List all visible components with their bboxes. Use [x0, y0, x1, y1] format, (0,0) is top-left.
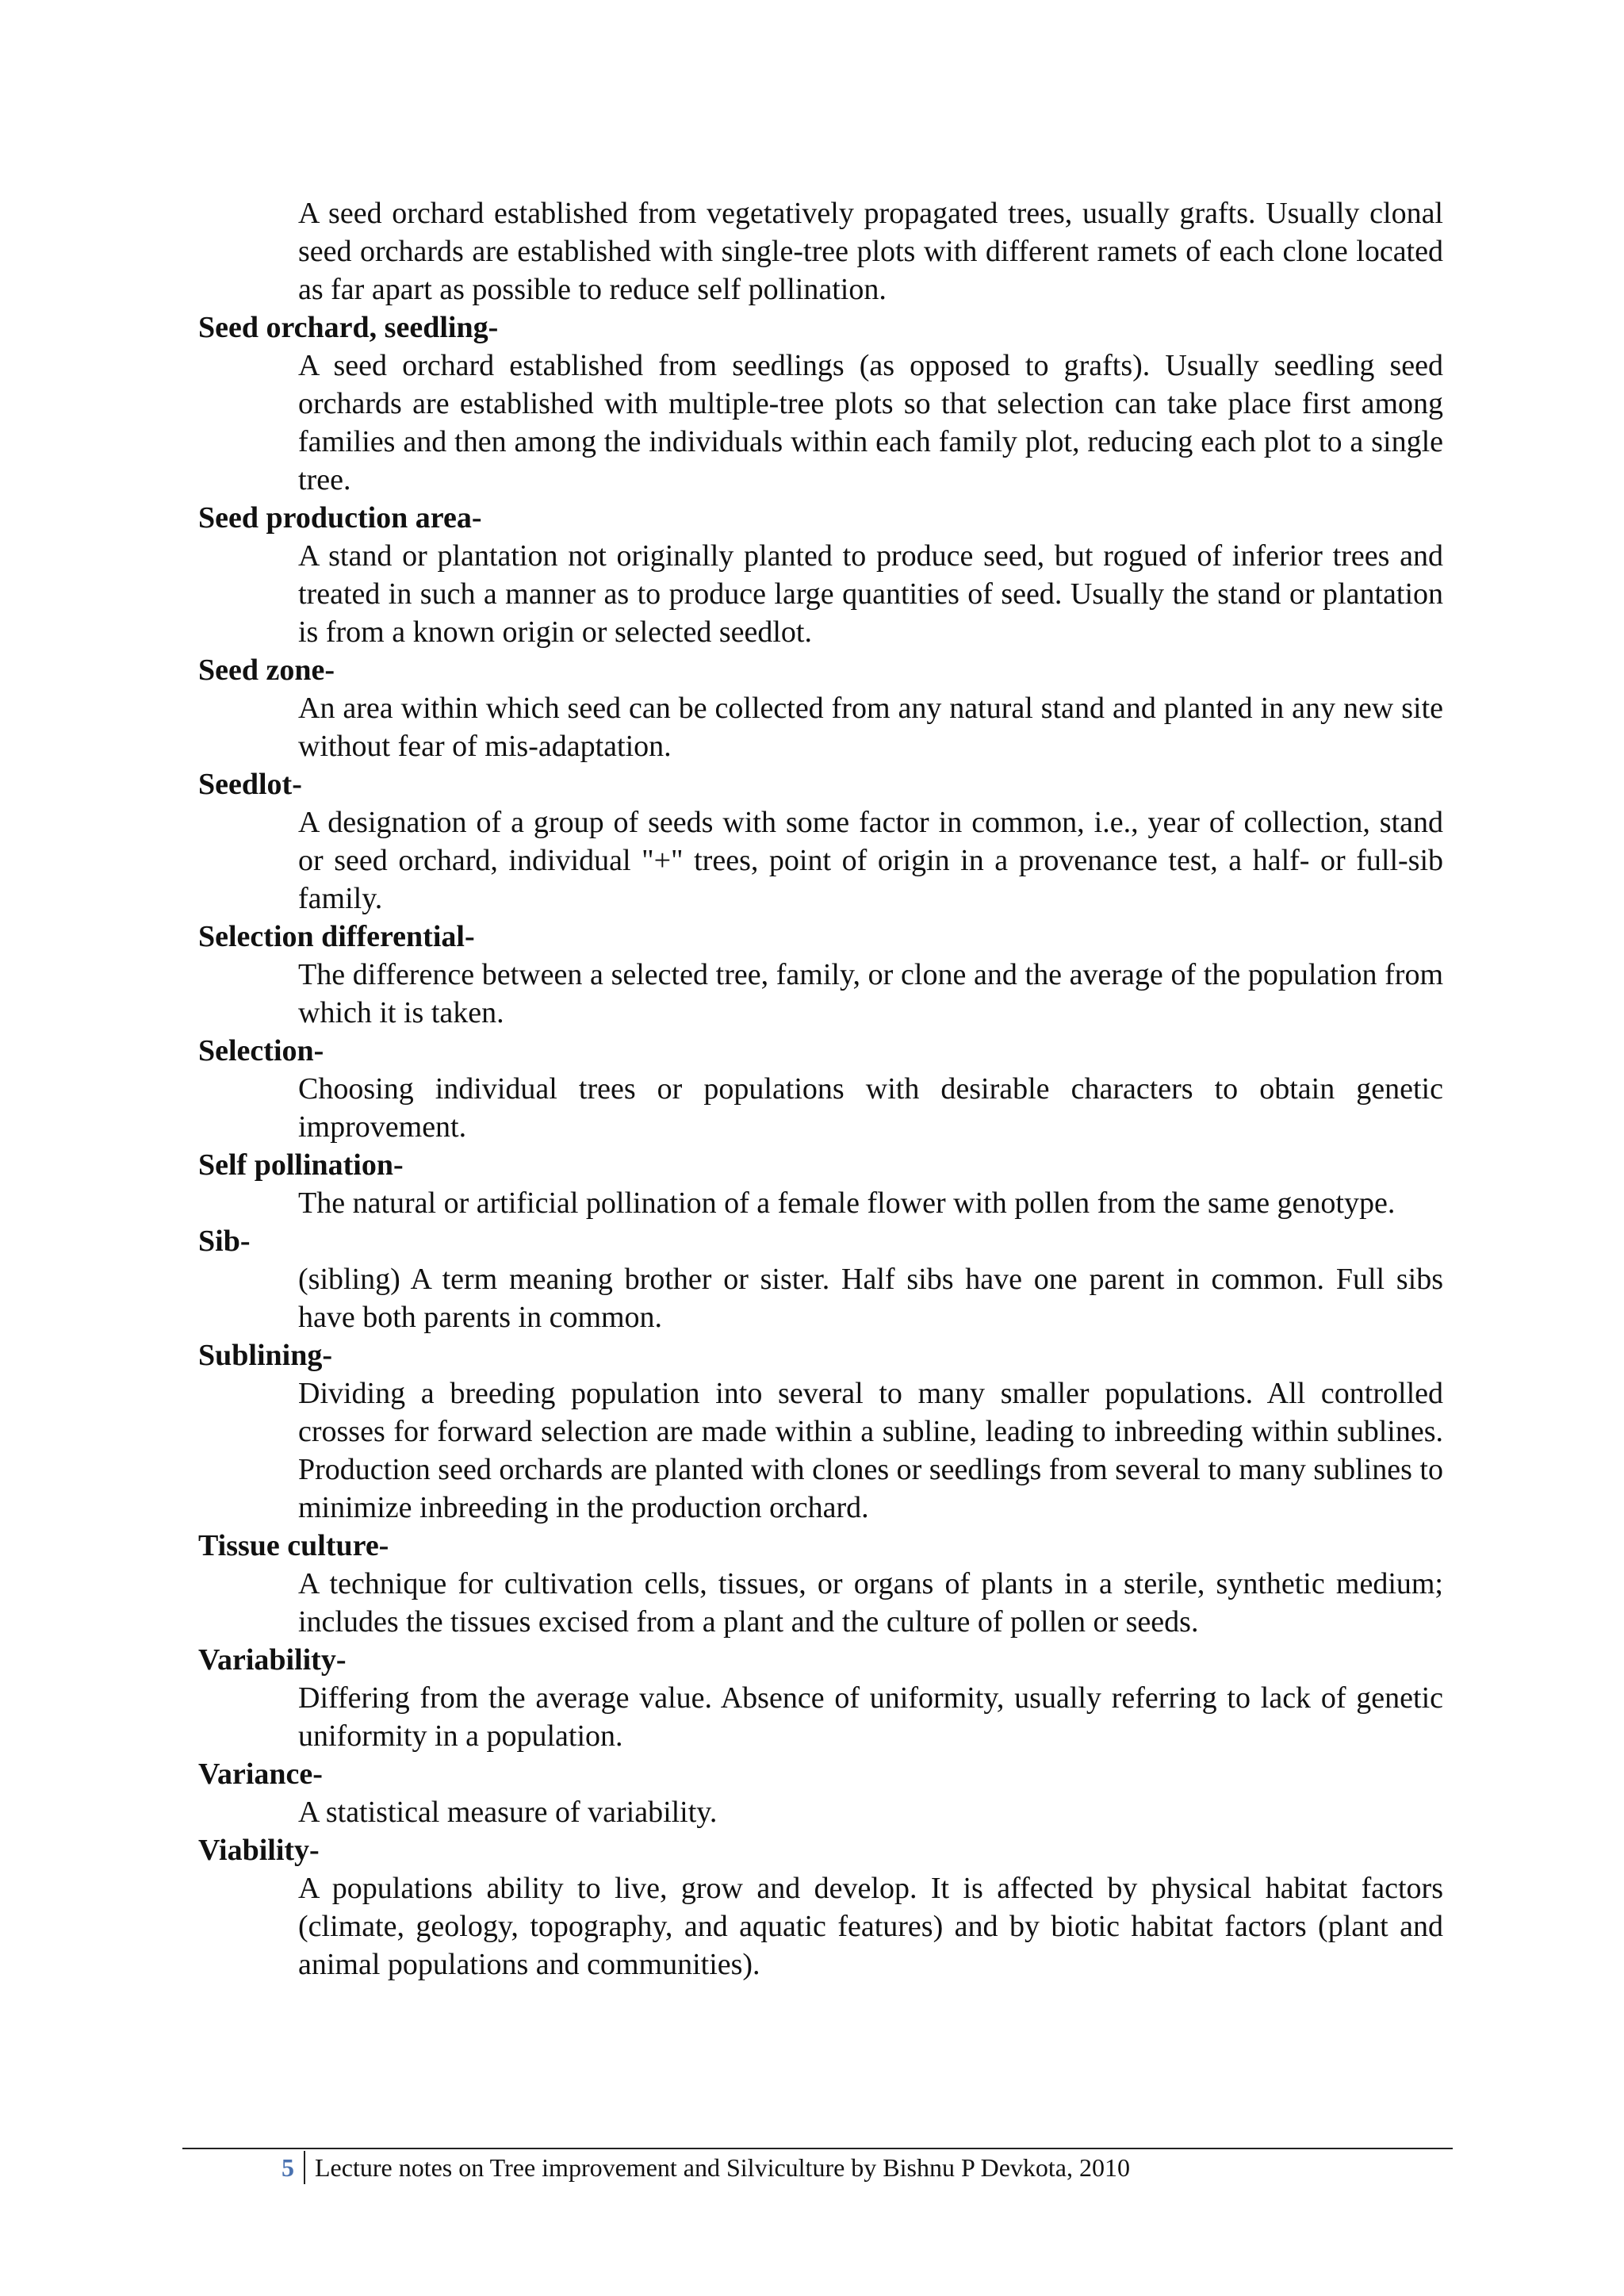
glossary-definition: An area within which seed can be collected from any natural stand and planted in any new site without fear of mis-adaptation. — [298, 692, 1443, 763]
glossary-term: Selection- — [198, 1034, 324, 1068]
glossary-definition: A technique for cultivation cells, tissues, or organs of plants in a sterile, synthetic medium; includes the tissues excised from a plant and the culture of pollen or seeds. — [298, 1567, 1443, 1639]
glossary-content — [198, 194, 1443, 1984]
glossary-entry — [198, 1527, 1443, 1641]
glossary-term: Variability- — [198, 1643, 347, 1677]
glossary-definition: A seed orchard established from seedlings (as opposed to grafts). Usually seedling seed orchards are established with multiple-tree plots so that selection can take place first among families and then among the individuals within each family plot, reducing each plot to a single tree. — [298, 349, 1443, 496]
glossary-entry — [198, 1146, 1443, 1222]
intro-definition: A seed orchard established from vegetatively propagated trees, usually grafts. Usually clonal seed orchards are established with single-tree plots with different ramets of each clone located as far apart as possible to reduce self pollination. — [298, 197, 1443, 306]
glossary-term: Selection differential- — [198, 920, 475, 953]
glossary-entry — [198, 1222, 1443, 1336]
page-number: 5 — [282, 2152, 294, 2182]
glossary-entry — [198, 651, 1443, 765]
glossary-definition: The difference between a selected tree, family, or clone and the average of the population from which it is taken. — [298, 958, 1443, 1029]
page-footer — [282, 2151, 1130, 2184]
glossary-definition: A statistical measure of variability. — [298, 1796, 718, 1829]
glossary-term: Tissue culture- — [198, 1529, 389, 1562]
glossary-definition: A stand or plantation not originally planted to produce seed, but rogued of inferior trees and treated in such a manner as to produce large quantities of seed. Usually the stand or plantation is from a known origin or selected seedlot. — [298, 539, 1443, 649]
glossary-term: Seed orchard, seedling- — [198, 311, 499, 344]
glossary-definition: A designation of a group of seeds with some factor in common, i.e., year of collection, stand or seed orchard, individual "+" trees, point of origin in a provenance test, a half- or full-sib family. — [298, 806, 1443, 915]
footer-divider — [182, 2148, 1453, 2149]
glossary-entry — [198, 918, 1443, 1032]
glossary-entry — [198, 1641, 1443, 1755]
glossary-term: Sublining- — [198, 1339, 332, 1372]
glossary-entry — [198, 499, 1443, 651]
glossary-entry — [198, 1831, 1443, 1984]
glossary-definition: The natural or artificial pollination of a female flower with pollen from the same genotype. — [298, 1186, 1396, 1220]
glossary-term: Self pollination- — [198, 1148, 404, 1182]
glossary-definition: (sibling) A term meaning brother or sister. Half sibs have one parent in common. Full sibs have both parents in common. — [298, 1263, 1443, 1334]
glossary-term: Variance- — [198, 1757, 323, 1791]
glossary-definition: A populations ability to live, grow and develop. It is affected by physical habitat factors (climate, geology, topography, and aquatic features) and by biotic habitat factors (plant and animal populations and communities). — [298, 1872, 1443, 1981]
glossary-entry — [198, 765, 1443, 918]
glossary-definition: Choosing individual trees or populations with desirable characters to obtain genetic improvement. — [298, 1072, 1443, 1144]
glossary-term: Seedlot- — [198, 768, 302, 801]
glossary-entry — [198, 1032, 1443, 1146]
footer-separator — [304, 2151, 305, 2184]
glossary-entry — [198, 1755, 1443, 1831]
glossary-definition: Differing from the average value. Absence of uniformity, usually referring to lack of genetic uniformity in a population. — [298, 1681, 1443, 1753]
glossary-definition: Dividing a breeding population into several to many smaller populations. All controlled crosses for forward selection are made within a subline, leading to inbreeding within sublines. Production seed orchards are planted with clones or seedlings from several to many sublines to minimize inbreeding in the production orchard. — [298, 1377, 1443, 1524]
glossary-entry — [198, 1336, 1443, 1527]
glossary-term: Seed production area- — [198, 501, 482, 535]
glossary-term: Viability- — [198, 1834, 320, 1867]
footer-text: Lecture notes on Tree improvement and Silviculture by Bishnu P Devkota, 2010 — [315, 2152, 1130, 2182]
glossary-term: Sib- — [198, 1225, 251, 1258]
glossary-term: Seed zone- — [198, 654, 335, 687]
glossary-entry — [198, 309, 1443, 499]
